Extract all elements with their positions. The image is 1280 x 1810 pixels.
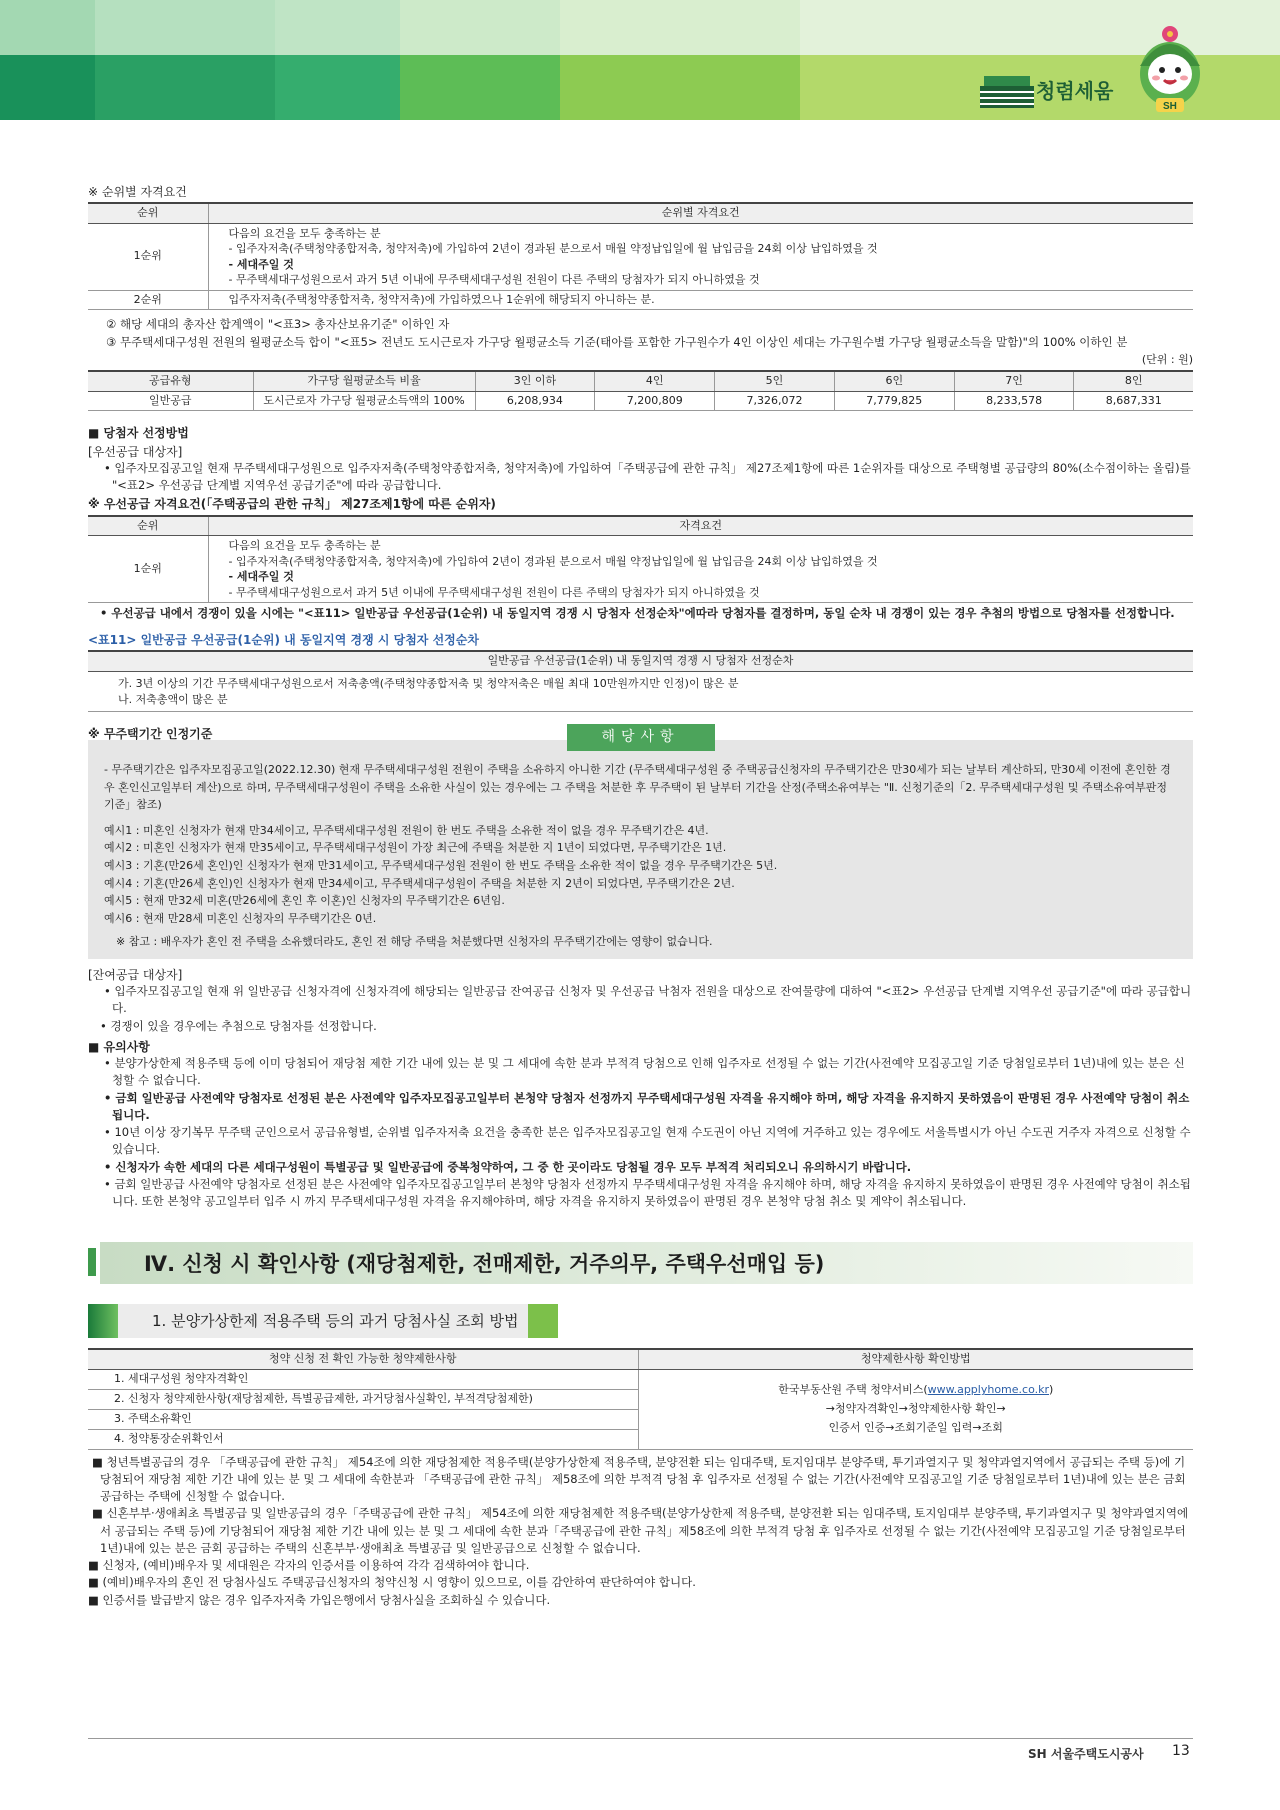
caution-bullet: • 10년 이상 장기복무 무주택 군인으로서 공급유형별, 순위별 입주자저축 요건을 충족한 분은 입주자모집공고일 현재 수도권이 아닌 지역에 거주하고 있는 경우에도 서울특별시가 아닌 수도권 거주자 자격으로 신청할 수 있습니다. (104, 1125, 1191, 1157)
th-income: 공급유형 (88, 371, 253, 391)
caution-bullet: • 금회 일반공급 사전예약 당첨자로 선정된 분은 사전예약 입주자모집공고일부터 본청약 당첨자 선정까지 무주택세대구성원 자격을 유지해야 하며, 해당 자격을 유지하지 못하였음이 판명된 경우 사전예약 당첨이 취소됩니다. (104, 1090, 1190, 1122)
footer-rule (88, 1738, 1193, 1739)
remaining-bullet: • 경쟁이 있을 경우에는 추첨으로 당첨자를 선정합니다. (100, 1018, 377, 1033)
final-note: ■ 인증서를 발급받지 않은 경우 입주자저축 가입은행에서 당첨사실을 조회하실 수 있습니다. (88, 1592, 551, 1607)
th-income: 4인 (595, 371, 715, 391)
income-unit: (단위 : 원) (1141, 352, 1193, 366)
remaining-bullet: • 입주자모집공고일 현재 위 일반공급 신청자격에 신청자격에 해당되는 일반공급 잔여공급 신청자 및 우선공급 낙첨자 전원을 대상으로 잔여물량에 대하여 "<표2> 우선공급 단계별 지역우선 공급기준"에 따라 공급합니다. (104, 984, 1192, 1016)
example-line: 예시2 : 미혼인 신청자가 현재 만35세이고, 무주택세대구성원이 가장 최근에 주택을 처분한 지 1년이 되었다면, 무주택기간은 1년. (104, 841, 727, 855)
req-line: - 무주택세대구성원으로서 과거 5년 이내에 무주택세대구성원 전원이 다른 주택의 당첨자가 되지 아니하였을 것 (228, 273, 760, 287)
th-req: 자격요건 (208, 516, 1193, 536)
income-cell: 7,326,072 (715, 391, 835, 411)
header-segment (400, 0, 560, 120)
priority-req-heading: ※ 우선공급 자격요건(「주택공급의 관한 규칙」 제27조제1항에 따른 순위자) (88, 497, 496, 512)
building-icon (980, 72, 1034, 108)
caution-bullet: • 금회 일반공급 사전예약 당첨자로 선정된 분은 사전예약 입주자모집공고일부터 본청약 당첨자 선정까지 무주택세대구성원 자격을 유지해야 하며, 해당 자격을 유지하지 못하였음이 판명된 경우 사전예약 당첨이 취소됩니다. 또한 본청약 공고일부터 입주 시 까지 무주택세대구성원 자격을 유지해야하며, 해당 자격을 유지하지 못하였음이 판명된 경우 본청약 당첨 취소 및 계약이 취소됩니다. (104, 1176, 1191, 1209)
priority-title: [우선공급 대상자] (88, 444, 183, 459)
table11-header: 일반공급 우선공급(1순위) 내 동일지역 경쟁 시 당첨자 선정순차 (88, 651, 1193, 671)
subsection-1-header (88, 1304, 558, 1338)
section-4-header (88, 1242, 1193, 1286)
page-number: 13 (1172, 1743, 1190, 1759)
rank1-lines (208, 224, 1193, 291)
method-post: ) (1049, 1383, 1054, 1397)
order-line: 나. 저축총액이 많은 분 (118, 692, 228, 706)
section-4-title: Ⅳ. 신청 시 확인사항 (재당첨제한, 전매제한, 거주의무, 주택우선매입 등) (144, 1252, 825, 1277)
th-income: 8인 (1074, 371, 1193, 391)
method-pre: 한국부동산원 주택 청약서비스( (778, 1383, 928, 1397)
income-cell: 6,208,934 (475, 391, 595, 411)
content (88, 184, 1193, 1609)
final-note: ■ (예비)배우자의 혼인 전 당첨사실도 주택공급신청자의 청약신청 시 영향이 있으므로, 이를 감안하여 판단하여야 합니다. (88, 1575, 696, 1590)
applyhome-link[interactable]: www.applyhome.co.kr (927, 1383, 1050, 1397)
priority-rank1-label: 1순위 (88, 536, 208, 603)
income-cell: 8,233,578 (954, 391, 1074, 411)
th-req: 순위별 자격요건 (208, 203, 1193, 223)
subsection-1-title: 1. 분양가상한제 적용주택 등의 과거 당첨사실 조회 방법 (152, 1312, 519, 1331)
homeless-examples (104, 822, 1177, 928)
mascot-badge: SH (1163, 101, 1177, 112)
th-income: 7인 (954, 371, 1074, 391)
note-3: ③ 무주택세대구성원 전원의 월평균소득 합이 "<표5> 전년도 도시근로자 가구당 월평균소득 기준(태아를 포함한 가구원수가 4인 이상인 세대는 가구원수별 가구당 월평균소득을 말함)"의 100% 이하인 분 (106, 334, 1128, 349)
rank2-text: 입주자저축(주택청약종합저축, 청약저축)에 가입하였으나 1순위에 해당되지 아니하는 분. (208, 290, 1193, 310)
example-line: 예시3 : 기혼(만26세 혼인)인 신청자가 현재 만31세이고, 무주택세대구성원 전원이 한 번도 주택을 소유한 적이 없을 경우 무주택기간은 5년. (104, 859, 778, 873)
req-line: - 무주택세대구성원으로서 과거 5년 이내에 무주택세대구성원 전원이 다른 주택의 당첨자가 되지 아니하였을 것 (228, 585, 760, 599)
header-segment (275, 0, 400, 120)
income-cell: 도시근로자 가구당 월평균소득액의 100% (253, 391, 475, 411)
mascot-icon (1126, 14, 1214, 114)
th-income: 3인 이하 (475, 371, 595, 391)
note-2: ② 해당 세대의 총자산 합계액이 "<표3> 총자산보유기준" 이하인 자 (106, 317, 450, 332)
check-item: 4. 청약통장순위확인서 (88, 1429, 638, 1449)
table11-caption: <표11> 일반공급 우선공급(1순위) 내 동일지역 경쟁 시 당첨자 선정순차 (88, 633, 479, 648)
brand-title: 청렴세움 (1036, 79, 1114, 103)
order-line: 가. 3년 이상의 기간 무주택세대구성원으로서 저축총액(주택청약종합저축 및 청약저축은 매월 최대 10만원까지만 인정)이 많은 분 (118, 677, 739, 691)
remaining-title: [잔여공급 대상자] (88, 968, 183, 983)
income-cell: 7,779,825 (834, 391, 954, 411)
th-rank: 순위 (88, 516, 208, 536)
income-cell: 8,687,331 (1074, 391, 1193, 411)
check-table (88, 1348, 1193, 1449)
th-income: 5인 (715, 371, 835, 391)
priority-bullet: • 입주자모집공고일 현재 무주택세대구성원으로 입주자저축(주택청약종합저축, 청약저축)에 가입하여「주택공급에 관한 규칙」 제27조제1항에 따른 1순위자를 대상으로 주택형별 공급량의 80%(소수점이하는 올림)를 "<표2> 우선공급 단계별 지역우선 공급기준"에 따라 공급합니다. (104, 460, 1191, 493)
example-line: 예시5 : 현재 만32세 미혼(만26세에 혼인 후 이혼)인 신청자의 무주택기간은 6년임. (104, 894, 505, 908)
method-line2: →청약자격확인→청약제한사항 확인→ (825, 1402, 1006, 1416)
check-item: 1. 세대구성원 청약자격확인 (88, 1370, 638, 1390)
req-line: 다음의 요건을 모두 충족하는 분 (228, 539, 381, 553)
header-segment (0, 0, 95, 120)
section-bar (88, 1248, 96, 1276)
table11 (88, 650, 1193, 712)
final-notes (88, 1454, 1193, 1609)
rank2-label: 2순위 (88, 290, 208, 310)
homeless-para: - 무주택기간은 입주자모집공고일(2022.12.30) 현재 무주택세대구성원 전원이 주택을 소유하지 아니한 기간 (무주택세대구성원 중 주택공급신청자의 무주택기간은 만30세가 되는 날부터 계산하되, 만30세 이전에 혼인한 경우 혼인신고일부터 계산)으로 하며, 무주택세대구성원이 주택을 소유한 사실이 있는 경우에는 그 주택을 처분한 후 무주택이 된 날부터 기간을 산정(주택소유여부는 "Ⅱ. 신청기준의「2. 무주택세대구성원 및 주택소유여부판정기준」참조) (104, 763, 1171, 812)
check-item: 2. 신청자 청약제한사항(재당첨제한, 특별공급제한, 과거당첨사실확인, 부적격당첨제한) (88, 1390, 638, 1410)
caution-bullet: • 분양가상한제 적용주택 등에 이미 당첨되어 재당첨 제한 기간 내에 있는 분 및 그 세대에 속한 분과 부적격 당첨으로 인해 입주자로 선정될 수 없는 기간(사전예약 모집공고일 기준 당첨일로부터 1년)내에 있는 분은 신청할 수 없습니다. (104, 1056, 1185, 1088)
check-method (638, 1370, 1193, 1449)
rank-table (88, 202, 1193, 310)
final-note: ■ 청년특별공급의 경우 「주택공급에 관한 규칙」 제54조에 의한 재당첨제한 적용주택(분양가상한제 적용주택, 분양전환 되는 임대주택, 토지임대부 분양주택, 투기과열지구 및 청약과열지역에서 공급되는 주택 등)에 기당첨되어 재당첨 제한 기간 내에 있는 분 및 그 세대에 속한분과 「주택공급에 관한 규칙」 제58조에 의한 부적격 당첨 후 입주자로 선정될 수 없는 기간(사전예약 모집공고일 기준 당첨일로부터 1년)내에 있는 분은 금회 공급하는 주택에 신청할 수 없습니다. (92, 1454, 1186, 1504)
req-line: 다음의 요건을 모두 충족하는 분 (228, 227, 381, 241)
brand-logo (980, 68, 1120, 112)
caution-bullet: • 신청자가 속한 세대의 다른 세대구성원이 특별공급 및 일반공급에 중복청약하여, 그 중 한 곳이라도 당첨될 경우 모두 부적격 처리되오니 유의하시기 바랍니다. (104, 1159, 912, 1174)
req-line: - 입주자저축(주택청약종합저축, 청약저축)에 가입하여 2년이 경과된 분으로서 매월 약정납입일에 월 납입금을 24회 이상 납입하였을 것 (228, 554, 878, 568)
rank-heading: ※ 순위별 자격요건 (88, 185, 187, 199)
req-line: - 세대주일 것 (228, 257, 294, 271)
competition-bullet: • 우선공급 내에서 경쟁이 있을 시에는 "<표11> 일반공급 우선공급(1순위) 내 동일지역 경쟁 시 당첨자 선정순차"에따라 당첨자를 결정하며, 동일 순차 내 경쟁이 있는 경우 추첨의 방법으로 당첨자를 선정합니다. (100, 605, 1175, 620)
check-item: 3. 주택소유확인 (88, 1409, 638, 1429)
method-line3: 인증서 인증→조회기준일 입력→조회 (828, 1420, 1003, 1434)
th-rank: 순위 (88, 203, 208, 223)
table11-body (88, 672, 1193, 712)
final-note: ■ 신청자, (예비)배우자 및 세대원은 각자의 인증서를 이용하여 각각 검색하여야 합니다. (88, 1558, 530, 1573)
priority-req-table (88, 515, 1193, 603)
example-line: 예시6 : 현재 만28세 미혼인 신청자의 무주택기간은 0년. (104, 911, 377, 925)
th-check-right: 청약제한사항 확인방법 (638, 1349, 1193, 1369)
final-note: ■ 신혼부부·생애최초 특별공급 및 일반공급의 경우「주택공급에 관한 규칙」 제54조에 의한 재당첨제한 적용주택(분양가상한제 적용주택, 분양전환 되는 임대주택, 토지임대부 분양주택, 투기과열지구 및 청약과열지역에서 공급되는 주택 등)에 기당첨되어 재당첨 제한 기간 내에 있는 분 및 그 세대에 속한 분과「주택공급에 관한 규칙」제58조에 의한 부적격 당첨 후 입주자로 선정될 수 없는 기간(사전예약 모집공고일 기준 당첨일로부터 1년)내에 있는 분은 금회 공급하는 주택의 신혼부부·생애최초 특별공급 및 일반공급으로 신청할 수 없습니다. (92, 1506, 1189, 1555)
selection-heading: ■ 당첨자 선정방법 (88, 426, 189, 441)
rank1-label: 1순위 (88, 224, 208, 291)
header-segment (560, 0, 800, 120)
th-check-left: 청약 신청 전 확인 가능한 청약제한사항 (88, 1349, 638, 1369)
th-income: 가구당 월평균소득 비율 (253, 371, 475, 391)
example-line: 예시1 : 미혼인 신청자가 현재 만34세이고, 무주택세대구성원 전원이 한 번도 주택을 소유한 적이 없을 경우 무주택기간은 4년. (104, 823, 709, 837)
req-line: - 세대주일 것 (228, 570, 294, 584)
footer-logo: SH 서울주택도시공사 (1028, 1747, 1144, 1761)
homeless-heading: ※ 무주택기간 인정기준 (88, 727, 213, 741)
income-cell: 7,200,809 (595, 391, 715, 411)
subsection-accent (528, 1304, 558, 1338)
th-income: 6인 (834, 371, 954, 391)
header-segment (95, 0, 275, 120)
header-banner (0, 0, 1280, 120)
homeless-ref: ※ 참고 : 배우자가 혼인 전 주택을 소유했더라도, 혼인 전 해당 주택을 처분했다면 신청자의 무주택기간에는 영향이 없습니다. (116, 935, 713, 949)
priority-rank1-lines (208, 536, 1193, 603)
req-line: - 입주자저축(주택청약종합저축, 청약저축)에 가입하여 2년이 경과된 분으로서 매월 약정납입일에 월 납입금을 24회 이상 납입하였을 것 (228, 242, 878, 256)
caution-heading: ■ 유의사항 (88, 1039, 150, 1054)
example-line: 예시4 : 기혼(만26세 혼인)인 신청자가 현재 만34세이고, 무주택세대구성원이 주택을 처분한 지 2년이 되었다면, 무주택기간은 2년. (104, 876, 735, 890)
subsection-accent (88, 1304, 118, 1338)
applicable-tag: 해당사항 (567, 724, 715, 751)
income-cell: 일반공급 (88, 391, 253, 411)
income-table (88, 370, 1193, 412)
